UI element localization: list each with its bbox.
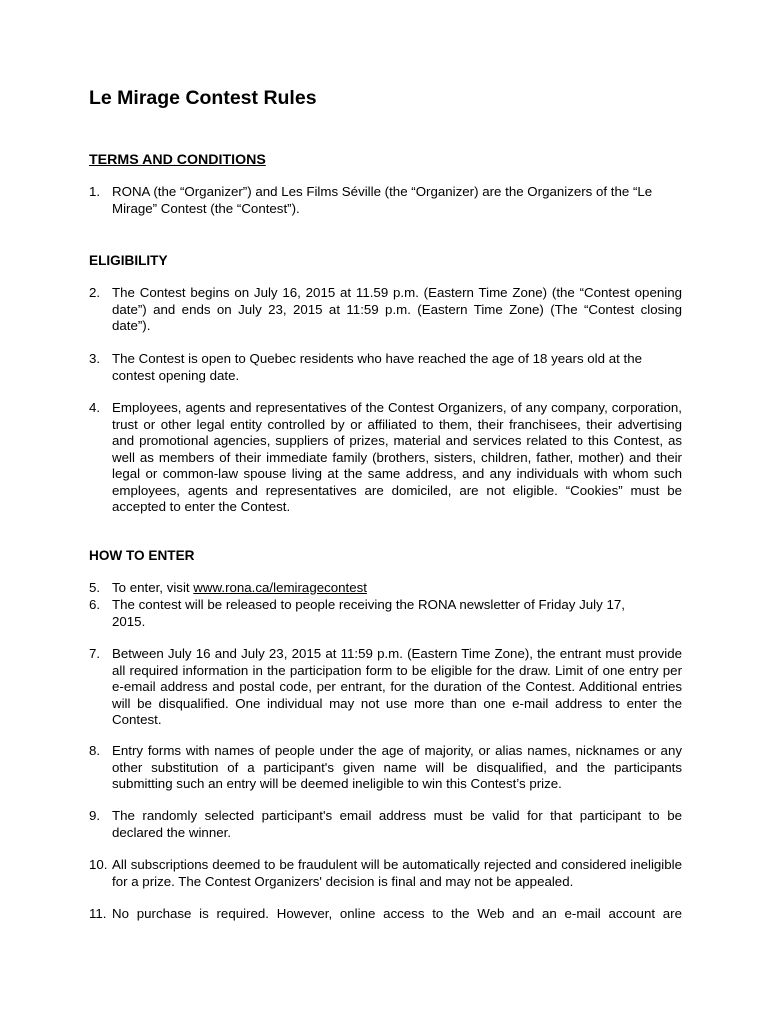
rule-item (89, 646, 682, 729)
rule-item (89, 351, 682, 384)
rule-item (89, 400, 682, 516)
rule-text: RONA (the “Organizer”) and Les Films Séville (the “Organizer) are the Organizers of the “Le Mirage” Contest (the “Contest”). (112, 184, 653, 216)
section-heading-terms: TERMS AND CONDITIONS (89, 152, 266, 168)
section-heading-how-to-enter: HOW TO ENTER (89, 548, 195, 563)
rule-text (112, 580, 682, 597)
rule-number: 1. (89, 184, 101, 199)
rule-number: 6. (89, 597, 101, 612)
rule-number: 2. (89, 285, 101, 300)
rule-text: The Contest is open to Quebec residents who have reached the age of 18 years old at the contest opening date. (112, 351, 642, 383)
rule-item (89, 184, 682, 217)
rule-number: 10. (89, 857, 108, 872)
rule-item (89, 743, 682, 793)
rule-number: 8. (89, 743, 101, 758)
rule-text: The randomly selected participant's email address must be valid for that participant to be declared the winner. (112, 808, 682, 840)
rule-number: 4. (89, 400, 101, 415)
rule-text: Employees, agents and representatives of the Contest Organizers, of any company, corporation, trust or other legal entity controlled by or affiliated to them, their franchisees, their advertising and promotional agencies, suppliers of prizes, material and services related to this Contest, as well as members of their immediate family (brothers, sisters, children, father, mother) and their legal or common-law spouse living at the same address, and any individuals with whom such employees, agents and representatives are domiciled, are not eligible. “Cookies” must be accepted to enter the Contest. (112, 400, 682, 514)
rule-number: 9. (89, 808, 101, 823)
rule-text: All subscriptions deemed to be fraudulent will be automatically rejected and considered ineligible for a prize. The Contest Organizers' decision is final and may not be appealed. (112, 857, 682, 889)
rule-item (89, 285, 682, 335)
rule-number: 5. (89, 580, 101, 595)
rule-text: The Contest begins on July 16, 2015 at 11.59 p.m. (Eastern Time Zone) (the “Contest opening date”) and ends on July 23, 2015 at 11:59 p.m. (Eastern Time Zone) (The “Contest closing date”). (112, 285, 682, 333)
rule-text: No purchase is required. However, online access to the Web and an e-mail account are (112, 906, 682, 921)
rule-text-prefix: To enter, visit (112, 580, 194, 595)
rule-number: 7. (89, 646, 101, 661)
section-heading-eligibility: ELIGIBILITY (89, 253, 168, 268)
rule-item (89, 906, 682, 923)
rule-text: The contest will be released to people receiving the RONA newsletter of Friday July 17, 2015. (112, 597, 625, 629)
rule-item (89, 857, 682, 890)
rule-item (89, 808, 682, 841)
document-title: Le Mirage Contest Rules (89, 87, 317, 109)
contest-link[interactable]: www.rona.ca/lemiragecontest (193, 580, 367, 595)
rule-number: 11. (89, 906, 107, 921)
rule-number: 3. (89, 351, 101, 366)
rule-text: Between July 16 and July 23, 2015 at 11:59 p.m. (Eastern Time Zone), the entrant must provide all required information in the participation form to be eligible for the draw. Limit of one entry per e-email address and postal code, per entrant, for the duration of the Contest. Additional entries will be disqualified. One individual may not use more than one e-mail address to enter the Contest. (112, 646, 682, 727)
rule-item (89, 597, 682, 630)
rule-item (89, 580, 682, 597)
rule-text: Entry forms with names of people under the age of majority, or alias names, nicknames or any other substitution of a participant's given name will be disqualified, and the participants submitting such an entry will be deemed ineligible to win this Contest’s prize. (112, 743, 682, 791)
